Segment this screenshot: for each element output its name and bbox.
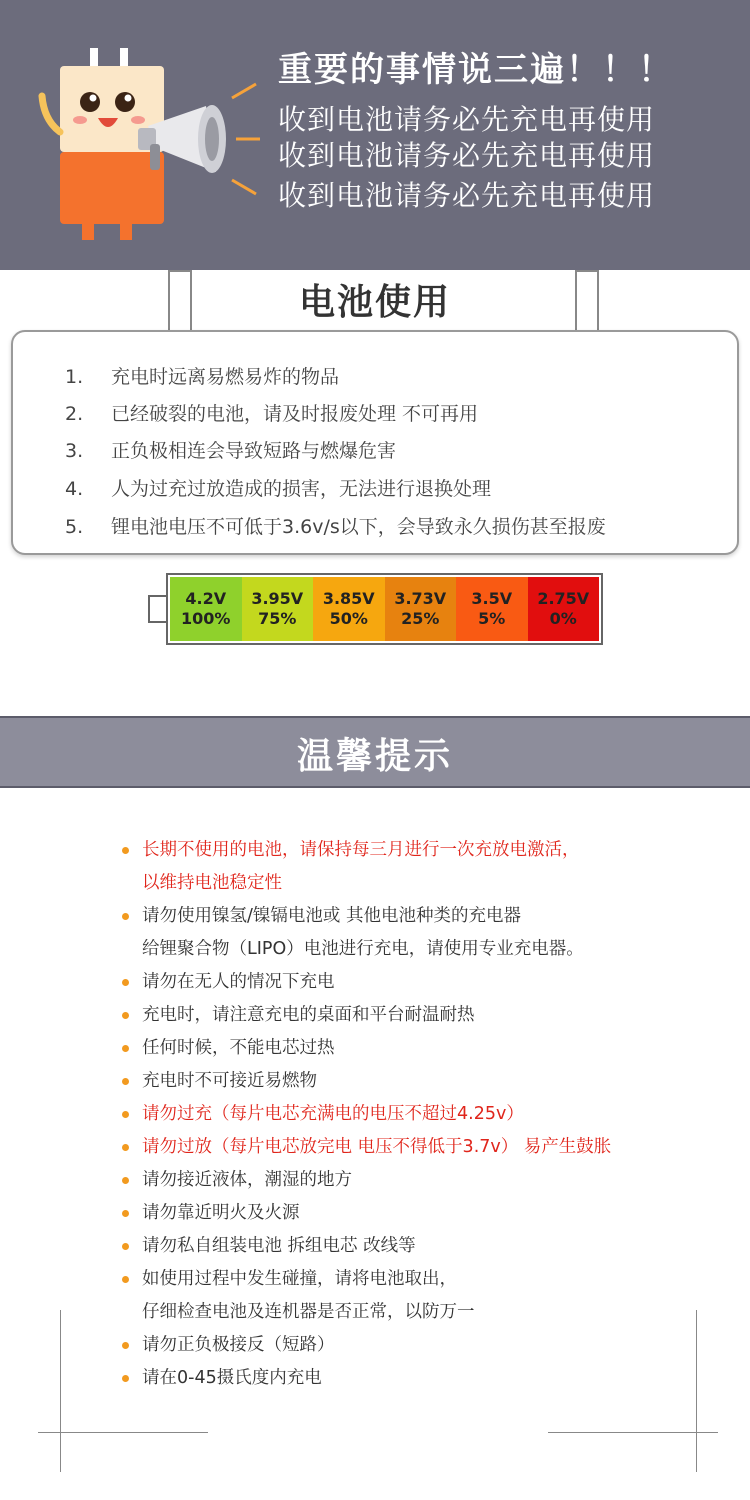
bullet-dot-icon bbox=[122, 1375, 129, 1382]
cell-voltage: 3.85V bbox=[322, 589, 375, 608]
usage-rules-card bbox=[11, 330, 739, 555]
battery-cell bbox=[385, 577, 457, 641]
battery-cell bbox=[313, 577, 385, 641]
bullet-dot-icon bbox=[122, 1210, 129, 1217]
tip-item bbox=[120, 1263, 720, 1296]
tip-item bbox=[120, 1065, 720, 1098]
tip-item bbox=[120, 1131, 720, 1164]
bullet-dot-icon bbox=[122, 913, 129, 920]
cell-percent: 100% bbox=[181, 609, 231, 628]
cell-percent: 75% bbox=[258, 609, 297, 628]
tip-text: 请勿在无人的情况下充电 bbox=[142, 972, 335, 992]
hero-reminder-line: 收到电池请务必先充电再使用 bbox=[278, 139, 656, 172]
rule-text: 锂电池电压不可低于3.6v/s以下，会导致永久损伤甚至报废 bbox=[111, 516, 606, 538]
tip-text: 请勿正负极接反（短路） bbox=[142, 1335, 335, 1355]
tip-item bbox=[120, 999, 720, 1032]
tips-list bbox=[120, 834, 720, 1395]
usage-rule-item bbox=[65, 362, 339, 389]
tips-header-bar bbox=[0, 716, 750, 788]
tip-item bbox=[120, 1296, 720, 1329]
hero-reminder-line: 收到电池请务必先充电再使用 bbox=[278, 179, 656, 212]
tip-item bbox=[120, 1164, 720, 1197]
tip-text: 请勿私自组装电池 拆组电芯 改线等 bbox=[142, 1236, 416, 1256]
hero-reminder-line: 收到电池请务必先充电再使用 bbox=[278, 103, 656, 136]
tip-text: 仔细检查电池及连机器是否正常，以防万一 bbox=[142, 1302, 475, 1322]
tip-item bbox=[120, 900, 720, 933]
usage-rule-item bbox=[65, 474, 491, 501]
battery-body bbox=[166, 573, 603, 645]
rule-number: 1. bbox=[65, 366, 84, 388]
bullet-dot-icon bbox=[122, 1177, 129, 1184]
hero-title: 重要的事情说三遍！！！ bbox=[278, 50, 674, 90]
tip-text: 请在0-45摄氏度内充电 bbox=[142, 1368, 322, 1388]
frame-line bbox=[60, 1310, 61, 1472]
cell-percent: 5% bbox=[478, 609, 506, 628]
tips-section-title: 温馨提示 bbox=[296, 736, 453, 777]
rule-text: 正负极相连会导致短路与燃爆危害 bbox=[111, 440, 397, 462]
usage-rule-item bbox=[65, 512, 606, 539]
bullet-dot-icon bbox=[122, 1012, 129, 1019]
bullet-dot-icon bbox=[122, 1045, 129, 1052]
tip-item bbox=[120, 1329, 720, 1362]
battery-cell bbox=[242, 577, 314, 641]
tip-item bbox=[120, 933, 720, 966]
tip-text: 请勿靠近明火及火源 bbox=[142, 1203, 300, 1223]
hero-banner bbox=[0, 0, 750, 270]
tip-text: 以维持电池稳定性 bbox=[142, 873, 282, 893]
bullet-dot-icon bbox=[122, 979, 129, 986]
frame-line bbox=[548, 1432, 718, 1433]
tip-item bbox=[120, 867, 720, 900]
usage-rule-item bbox=[65, 399, 478, 426]
battery-cell bbox=[456, 577, 528, 641]
bullet-dot-icon bbox=[122, 1144, 129, 1151]
cell-percent: 25% bbox=[401, 609, 440, 628]
battery-terminal bbox=[148, 595, 168, 623]
cell-voltage: 3.73V bbox=[394, 589, 447, 608]
cell-voltage: 3.5V bbox=[471, 589, 513, 608]
frame-line bbox=[696, 1310, 697, 1472]
bullet-dot-icon bbox=[122, 1276, 129, 1283]
usage-section-title: 电池使用 bbox=[298, 282, 451, 323]
rule-text: 充电时远离易燃易炸的物品 bbox=[111, 366, 340, 388]
tip-text: 给锂聚合物（LIPO）电池进行充电，请使用专业充电器。 bbox=[142, 939, 584, 959]
tip-text: 请勿过充（每片电芯充满电的电压不超过4.25v） bbox=[142, 1104, 524, 1124]
battery-level-gauge bbox=[148, 573, 603, 645]
tip-item bbox=[120, 1197, 720, 1230]
cell-voltage: 2.75V bbox=[537, 589, 590, 608]
tip-text: 请勿接近液体，潮湿的地方 bbox=[142, 1170, 352, 1190]
rule-number: 5. bbox=[65, 516, 84, 538]
usage-rule-item bbox=[65, 436, 396, 463]
tip-text: 长期不使用的电池，请保持每三月进行一次充放电激活， bbox=[142, 840, 580, 860]
rule-number: 3. bbox=[65, 440, 84, 462]
tip-item bbox=[120, 1032, 720, 1065]
bullet-dot-icon bbox=[122, 1111, 129, 1118]
battery-cell bbox=[170, 577, 242, 641]
tip-text: 如使用过程中发生碰撞，请将电池取出， bbox=[142, 1269, 457, 1289]
rule-number: 4. bbox=[65, 478, 84, 500]
tip-text: 充电时不可接近易燃物 bbox=[142, 1071, 317, 1091]
tip-item bbox=[120, 1362, 720, 1395]
cell-percent: 50% bbox=[329, 609, 368, 628]
cell-percent: 0% bbox=[549, 609, 577, 628]
tip-text: 请勿过放（每片电芯放完电 电压不得低于3.7v） 易产生鼓胀 bbox=[142, 1137, 612, 1157]
tip-text: 请勿使用镍氢/镍镉电池或 其他电池种类的充电器 bbox=[142, 906, 521, 926]
tip-text: 任何时候，不能电芯过热 bbox=[142, 1038, 335, 1058]
bullet-dot-icon bbox=[122, 847, 129, 854]
tip-text: 充电时，请注意充电的桌面和平台耐温耐热 bbox=[142, 1005, 475, 1025]
frame-line bbox=[38, 1432, 208, 1433]
rule-text: 已经破裂的电池，请及时报废处理 不可再用 bbox=[111, 403, 479, 425]
battery-cell bbox=[528, 577, 600, 641]
tip-item bbox=[120, 834, 720, 867]
cell-voltage: 4.2V bbox=[185, 589, 227, 608]
rule-number: 2. bbox=[65, 403, 84, 425]
rule-text: 人为过充过放造成的损害，无法进行退换处理 bbox=[111, 478, 492, 500]
bullet-dot-icon bbox=[122, 1243, 129, 1250]
bullet-dot-icon bbox=[122, 1078, 129, 1085]
tip-item bbox=[120, 1098, 720, 1131]
bullet-dot-icon bbox=[122, 1342, 129, 1349]
battery-mascot-megaphone-illustration bbox=[20, 40, 260, 250]
tip-item bbox=[120, 1230, 720, 1263]
tip-item bbox=[120, 966, 720, 999]
cell-voltage: 3.95V bbox=[251, 589, 304, 608]
